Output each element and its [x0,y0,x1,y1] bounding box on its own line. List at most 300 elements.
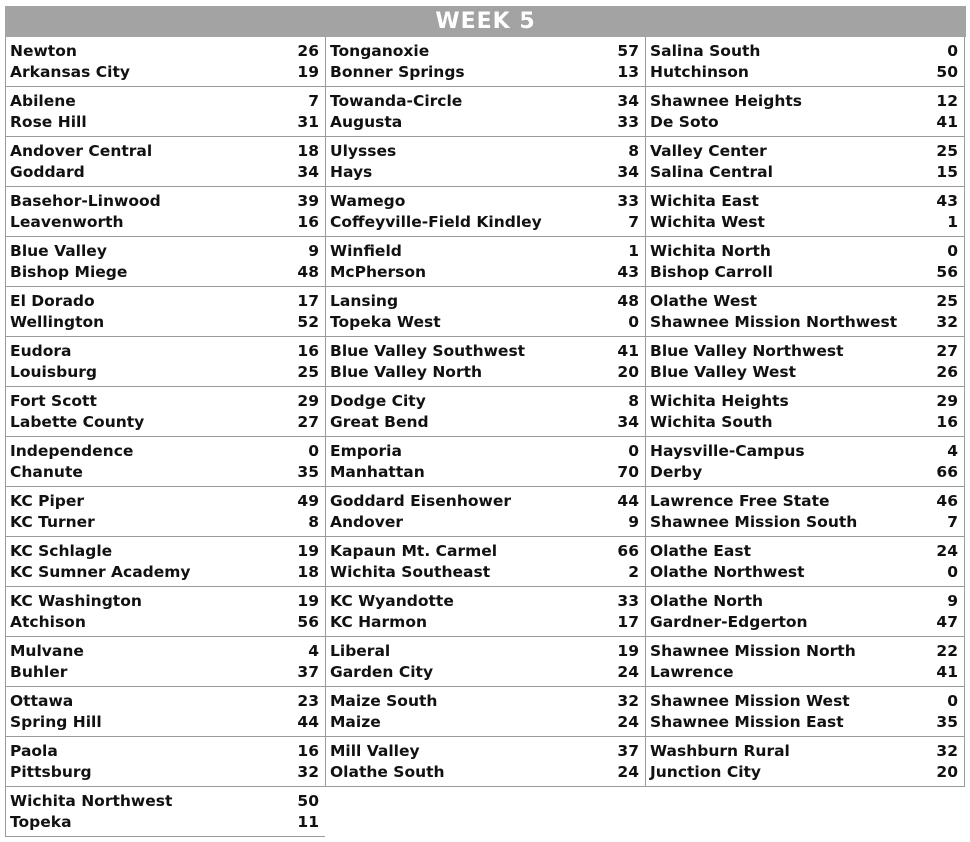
first-team-row [10,641,319,661]
team-name: Liberal [330,642,391,660]
team-score: 47 [936,613,958,631]
game-cell [325,587,645,637]
team-score: 22 [936,642,958,660]
team-score: 34 [617,413,639,431]
game-cell [5,637,325,687]
first-team-row [10,691,319,711]
team-score: 15 [936,163,958,181]
team-score: 12 [936,92,958,110]
team-score: 8 [628,142,639,160]
scores-column-3 [645,37,965,787]
team-name: Rose Hill [10,113,87,131]
team-score: 48 [617,292,639,310]
team-name: Hays [330,163,373,181]
team-score: 19 [617,642,639,660]
team-name: Shawnee Mission Northwest [650,313,898,331]
team-score: 34 [297,163,319,181]
team-name: Towanda-Circle [330,92,463,110]
team-score: 24 [617,763,639,781]
team-name: Tonganoxie [330,42,430,60]
team-score: 46 [936,492,958,510]
team-name: Fort Scott [10,392,97,410]
first-team-row [330,291,639,311]
team-name: Gardner-Edgerton [650,613,808,631]
team-name: Dodge City [330,392,426,410]
team-name: Wamego [330,192,406,210]
team-score: 16 [936,413,958,431]
team-name: Blue Valley West [650,363,797,381]
first-team-row [330,691,639,711]
second-team-row [10,612,319,632]
team-name: Olathe East [650,542,751,560]
second-team-row [330,362,639,382]
game-cell [325,237,645,287]
team-score: 32 [617,692,639,710]
team-name: Blue Valley Northwest [650,342,844,360]
game-cell [325,637,645,687]
first-team-row [330,191,639,211]
team-score: 4 [947,442,958,460]
team-name: Salina Central [650,163,773,181]
team-name: Olathe Northwest [650,563,805,581]
team-name: Wichita West [650,213,765,231]
team-score: 39 [297,192,319,210]
team-score: 0 [947,242,958,260]
team-name: Blue Valley Southwest [330,342,526,360]
team-score: 34 [617,163,639,181]
team-score: 32 [936,313,958,331]
team-score: 23 [297,692,319,710]
second-team-row [330,562,639,582]
team-score: 43 [936,192,958,210]
scores-sheet [5,6,966,838]
team-name: Derby [650,463,703,481]
team-score: 70 [617,463,639,481]
team-name: Washburn Rural [650,742,790,760]
game-cell [325,437,645,487]
game-cell [325,487,645,537]
second-team-row [650,412,958,432]
second-team-row [330,612,639,632]
team-name: Bonner Springs [330,63,465,81]
team-score: 27 [297,413,319,431]
team-score: 26 [297,42,319,60]
team-score: 24 [617,663,639,681]
team-name: KC Harmon [330,613,427,631]
team-name: Atchison [10,613,86,631]
team-name: Chanute [10,463,83,481]
team-score: 19 [297,63,319,81]
team-name: Bishop Carroll [650,263,773,281]
first-team-row [650,191,958,211]
team-name: Wichita East [650,192,759,210]
first-team-row [650,741,958,761]
second-team-row [650,62,958,82]
team-name: Lawrence Free State [650,492,830,510]
team-score: 35 [297,463,319,481]
second-team-row [330,712,639,732]
team-score: 24 [936,542,958,560]
second-team-row [10,212,319,232]
game-cell [645,687,965,737]
team-name: Ottawa [10,692,74,710]
second-team-row [650,562,958,582]
team-score: 9 [308,242,319,260]
second-team-row [10,712,319,732]
first-team-row [650,591,958,611]
game-cell [325,137,645,187]
second-team-row [10,762,319,782]
first-team-row [10,141,319,161]
team-score: 35 [936,713,958,731]
first-team-row [650,41,958,61]
first-team-row [330,341,639,361]
team-score: 25 [936,142,958,160]
team-score: 7 [947,513,958,531]
first-team-row [10,591,319,611]
team-name: Pittsburg [10,763,92,781]
game-cell [645,437,965,487]
game-cell [5,487,325,537]
first-team-row [330,541,639,561]
team-name: Lansing [330,292,399,310]
game-cell [5,587,325,637]
team-name: Manhattan [330,463,425,481]
game-cell [325,337,645,387]
team-name: Hutchinson [650,63,749,81]
team-score: 18 [297,142,319,160]
team-name: Wichita North [650,242,771,260]
game-cell [645,287,965,337]
team-score: 9 [947,592,958,610]
team-name: Newton [10,42,77,60]
game-cell [645,237,965,287]
second-team-row [330,112,639,132]
second-team-row [10,112,319,132]
team-score: 50 [936,63,958,81]
first-team-row [650,641,958,661]
first-team-row [330,591,639,611]
game-cell [325,287,645,337]
game-cell [645,337,965,387]
team-name: Spring Hill [10,713,102,731]
team-name: Salina South [650,42,761,60]
game-cell [5,737,325,787]
team-name: Wichita Southeast [330,563,491,581]
team-score: 41 [936,663,958,681]
first-team-row [330,141,639,161]
team-name: Goddard [10,163,85,181]
team-name: Shawnee Mission West [650,692,850,710]
game-cell [5,387,325,437]
team-score: 48 [297,263,319,281]
team-score: 0 [947,42,958,60]
team-score: 37 [617,742,639,760]
team-score: 17 [297,292,319,310]
second-team-row [650,662,958,682]
team-score: 7 [308,92,319,110]
team-name: Topeka West [330,313,441,331]
second-team-row [650,512,958,532]
team-score: 20 [936,763,958,781]
team-score: 57 [617,42,639,60]
game-cell [645,587,965,637]
team-score: 8 [628,392,639,410]
team-score: 8 [308,513,319,531]
second-team-row [330,62,639,82]
game-cell [645,187,965,237]
team-score: 56 [936,263,958,281]
first-team-row [330,741,639,761]
first-team-row [10,441,319,461]
game-cell [5,337,325,387]
team-score: 0 [628,442,639,460]
team-name: Leavenworth [10,213,124,231]
team-score: 16 [297,742,319,760]
game-cell [5,37,325,87]
team-score: 25 [297,363,319,381]
team-score: 16 [297,213,319,231]
first-team-row [10,191,319,211]
game-cell [325,687,645,737]
team-name: Paola [10,742,58,760]
first-team-row [330,91,639,111]
team-name: Maize [330,713,381,731]
team-score: 66 [617,542,639,560]
team-score: 7 [628,213,639,231]
first-team-row [10,391,319,411]
second-team-row [10,262,319,282]
game-cell [325,737,645,787]
game-cell [5,187,325,237]
second-team-row [650,612,958,632]
team-name: Maize South [330,692,438,710]
second-team-row [330,262,639,282]
team-score: 44 [617,492,639,510]
team-score: 24 [617,713,639,731]
team-name: Mill Valley [330,742,420,760]
team-score: 29 [936,392,958,410]
team-name: McPherson [330,263,427,281]
team-score: 41 [936,113,958,131]
team-score: 0 [947,692,958,710]
second-team-row [330,512,639,532]
team-name: Haysville-Campus [650,442,805,460]
team-score: 37 [297,663,319,681]
team-name: Abilene [10,92,76,110]
game-cell [5,537,325,587]
second-team-row [10,162,319,182]
team-name: Arkansas City [10,63,130,81]
first-team-row [650,441,958,461]
scores-column-2 [325,37,645,787]
team-name: Wichita Northwest [10,792,173,810]
team-name: Louisburg [10,363,97,381]
first-team-row [330,491,639,511]
team-name: Great Bend [330,413,429,431]
first-team-row [650,291,958,311]
team-name: Topeka [10,813,72,831]
team-score: 19 [297,542,319,560]
team-name: Winfield [330,242,402,260]
game-cell [325,537,645,587]
game-cell [5,137,325,187]
team-score: 2 [628,563,639,581]
team-name: Olathe West [650,292,757,310]
second-team-row [650,362,958,382]
team-name: Eudora [10,342,72,360]
first-team-row [650,141,958,161]
team-name: Lawrence [650,663,734,681]
team-score: 34 [617,92,639,110]
team-name: Buhler [10,663,68,681]
team-name: Ulysses [330,142,397,160]
second-team-row [10,412,319,432]
game-cell [645,137,965,187]
team-name: Basehor-Linwood [10,192,161,210]
team-score: 49 [297,492,319,510]
team-name: KC Schlagle [10,542,113,560]
team-score: 43 [617,263,639,281]
team-score: 20 [617,363,639,381]
first-team-row [10,791,319,811]
team-score: 41 [617,342,639,360]
team-score: 31 [297,113,319,131]
second-team-row [10,62,319,82]
team-name: Kapaun Mt. Carmel [330,542,498,560]
game-cell [645,487,965,537]
second-team-row [330,462,639,482]
team-name: De Soto [650,113,719,131]
game-cell [5,87,325,137]
second-team-row [650,712,958,732]
second-team-row [330,312,639,332]
game-cell [325,387,645,437]
second-team-row [10,462,319,482]
team-score: 44 [297,713,319,731]
second-team-row [330,662,639,682]
team-score: 4 [308,642,319,660]
team-score: 0 [947,563,958,581]
second-team-row [10,812,319,832]
team-name: Olathe North [650,592,764,610]
team-score: 33 [617,113,639,131]
team-score: 19 [297,592,319,610]
game-cell [325,187,645,237]
second-team-row [650,212,958,232]
first-team-row [10,491,319,511]
team-name: Andover [330,513,404,531]
scores-column-1 [5,37,325,837]
team-name: Andover Central [10,142,153,160]
second-team-row [330,412,639,432]
team-score: 32 [936,742,958,760]
first-team-row [650,541,958,561]
team-score: 66 [936,463,958,481]
second-team-row [10,362,319,382]
team-name: Valley Center [650,142,767,160]
team-name: KC Washington [10,592,142,610]
team-name: Shawnee Heights [650,92,802,110]
team-name: Mulvane [10,642,84,660]
team-score: 17 [617,613,639,631]
second-team-row [650,312,958,332]
second-team-row [330,162,639,182]
first-team-row [10,241,319,261]
second-team-row [650,762,958,782]
first-team-row [330,391,639,411]
team-name: Independence [10,442,134,460]
scores-grid [5,37,966,838]
first-team-row [10,741,319,761]
team-name: Coffeyville-Field Kindley [330,213,542,231]
team-name: Wichita Heights [650,392,789,410]
team-name: Shawnee Mission North [650,642,856,660]
first-team-row [330,641,639,661]
game-cell [645,37,965,87]
game-cell [645,387,965,437]
game-cell [325,87,645,137]
team-name: Olathe South [330,763,445,781]
first-team-row [650,391,958,411]
team-name: KC Piper [10,492,85,510]
game-cell [645,87,965,137]
second-team-row [10,562,319,582]
second-team-row [10,312,319,332]
team-score: 0 [628,313,639,331]
first-team-row [10,41,319,61]
team-score: 56 [297,613,319,631]
first-team-row [330,441,639,461]
game-cell [645,537,965,587]
second-team-row [330,212,639,232]
game-cell [325,37,645,87]
first-team-row [650,341,958,361]
team-name: Junction City [650,763,762,781]
second-team-row [650,112,958,132]
game-cell [645,637,965,687]
second-team-row [10,512,319,532]
first-team-row [650,691,958,711]
team-score: 0 [308,442,319,460]
second-team-row [650,162,958,182]
team-name: Blue Valley [10,242,107,260]
first-team-row [10,91,319,111]
team-name: Goddard Eisenhower [330,492,511,510]
team-score: 1 [628,242,639,260]
team-name: KC Sumner Academy [10,563,191,581]
week-title: WEEK 5 [5,6,966,37]
team-name: Augusta [330,113,403,131]
team-score: 27 [936,342,958,360]
team-name: Wellington [10,313,105,331]
team-name: Labette County [10,413,145,431]
team-score: 9 [628,513,639,531]
game-cell [5,287,325,337]
game-cell [5,687,325,737]
team-score: 18 [297,563,319,581]
first-team-row [10,541,319,561]
team-score: 16 [297,342,319,360]
game-cell [5,437,325,487]
second-team-row [650,462,958,482]
team-score: 32 [297,763,319,781]
team-name: Bishop Miege [10,263,128,281]
second-team-row [10,662,319,682]
team-score: 1 [947,213,958,231]
first-team-row [10,291,319,311]
team-name: El Dorado [10,292,95,310]
